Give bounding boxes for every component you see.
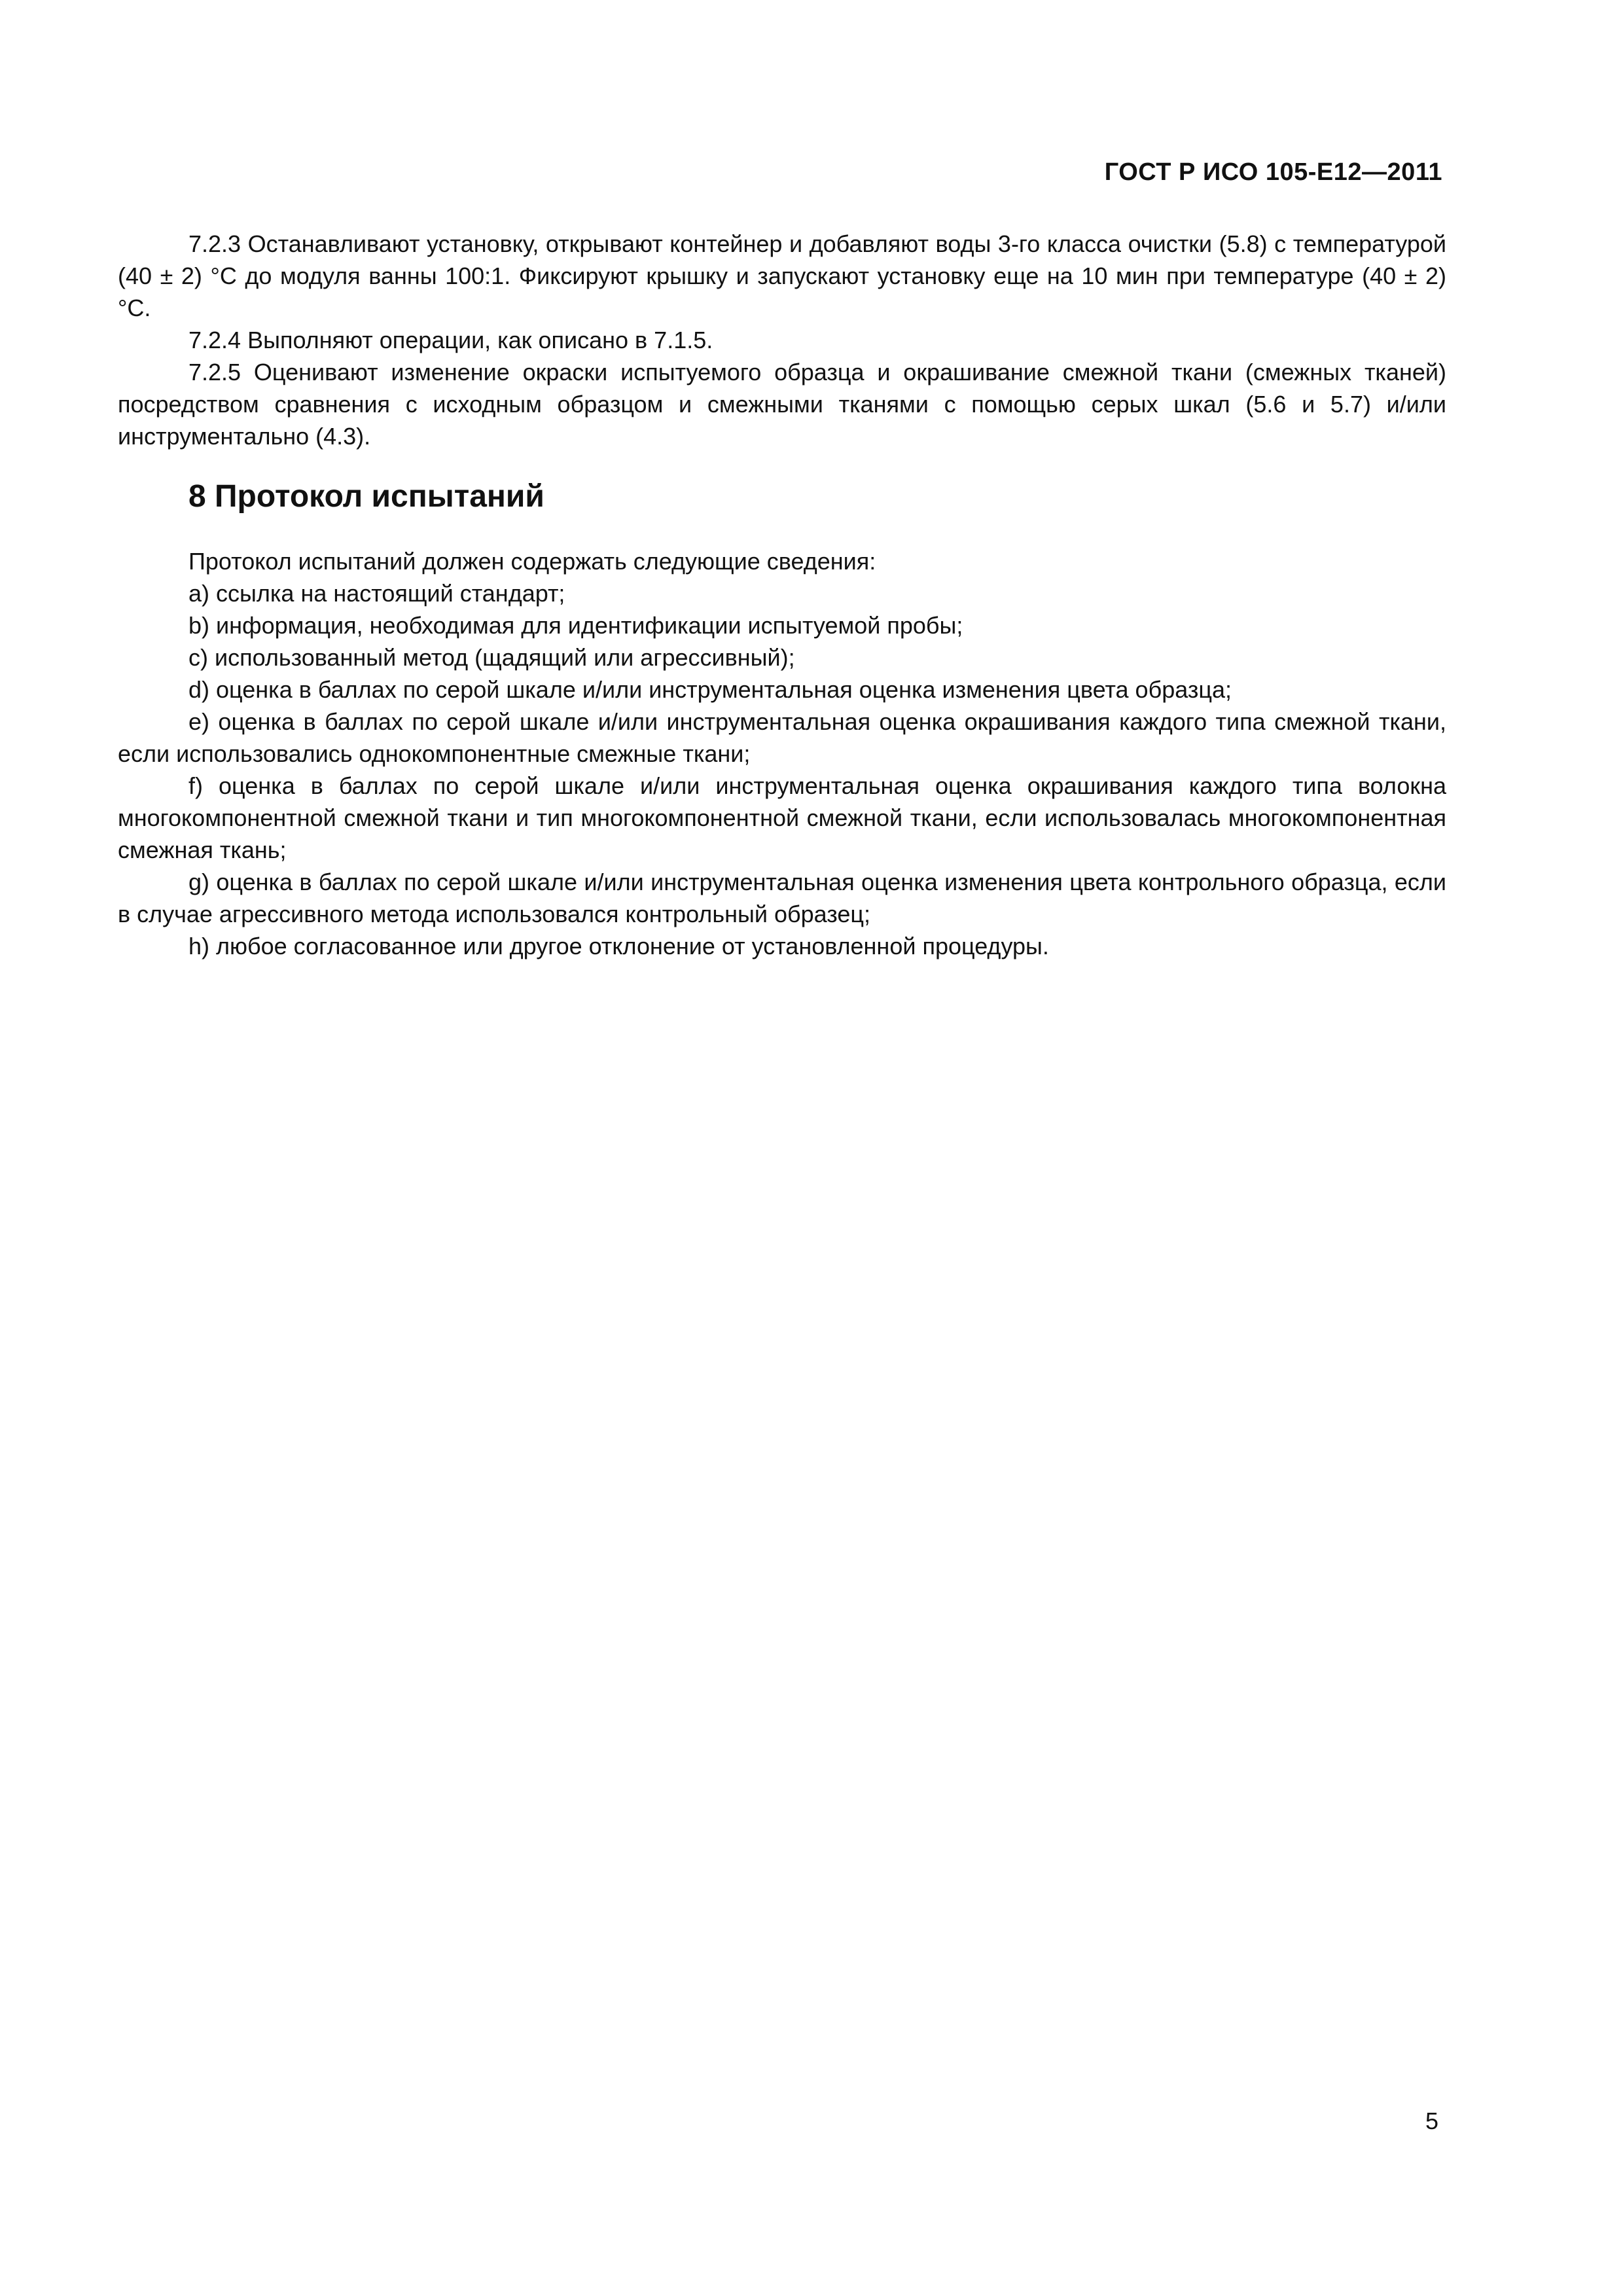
- list-item-g: g) оценка в баллах по серой шкале и/или инструментальная оценка изменения цвета контрольного образца, если в случае агрессивного метода использовался контрольный образец;: [118, 869, 1446, 927]
- paragraph-7-2-4: 7.2.4 Выполняют операции, как описано в 7.1.5.: [188, 327, 713, 353]
- report-intro: Протокол испытаний должен содержать следующие сведения:: [188, 548, 876, 575]
- section-8-title: 8 Протокол испытаний: [188, 479, 544, 514]
- list-item-h: h) любое согласованное или другое отклонение от установленной процедуры.: [188, 933, 1049, 960]
- list-item-a: a) ссылка на настоящий стандарт;: [188, 580, 565, 607]
- list-item-d: d) оценка в баллах по серой шкале и/или инструментальная оценка изменения цвета образца;: [188, 676, 1232, 703]
- document-code-header: ГОСТ Р ИСО 105-E12—2011: [1104, 158, 1442, 186]
- list-item-b: b) информация, необходимая для идентификации испытуемой пробы;: [188, 612, 963, 639]
- page-number: 5: [1425, 2108, 1438, 2134]
- paragraph-7-2-5: 7.2.5 Оценивают изменение окраски испытуемого образца и окрашивание смежной ткани (смежных тканей) посредством сравнения с исходным образцом и смежными тканями с помощью серых шкал (5.6 и 5.7) и/или инструментально (4.3).: [118, 359, 1446, 450]
- paragraph-7-2-3: 7.2.3 Останавливают установку, открывают контейнер и добавляют воды 3-го класса очистки (5.8) с температурой (40 ± 2) °С до модуля ванны 100:1. Фиксируют крышку и запускают установку еще на 10 мин при температуре (40 ± 2) °С.: [118, 230, 1446, 321]
- page-content: [118, 228, 1446, 962]
- list-item-e: e) оценка в баллах по серой шкале и/или инструментальная оценка окрашивания каждого типа смежной ткани, если использовались однокомпонентные смежные ткани;: [118, 708, 1446, 767]
- list-item-c: c) использованный метод (щадящий или агрессивный);: [188, 644, 795, 671]
- list-item-f: f) оценка в баллах по серой шкале и/или инструментальная оценка окрашивания каждого типа волокна многокомпонентной смежной ткани и тип многокомпонентной смежной ткани, если использовалась многокомпонентная смежная ткань;: [118, 772, 1446, 863]
